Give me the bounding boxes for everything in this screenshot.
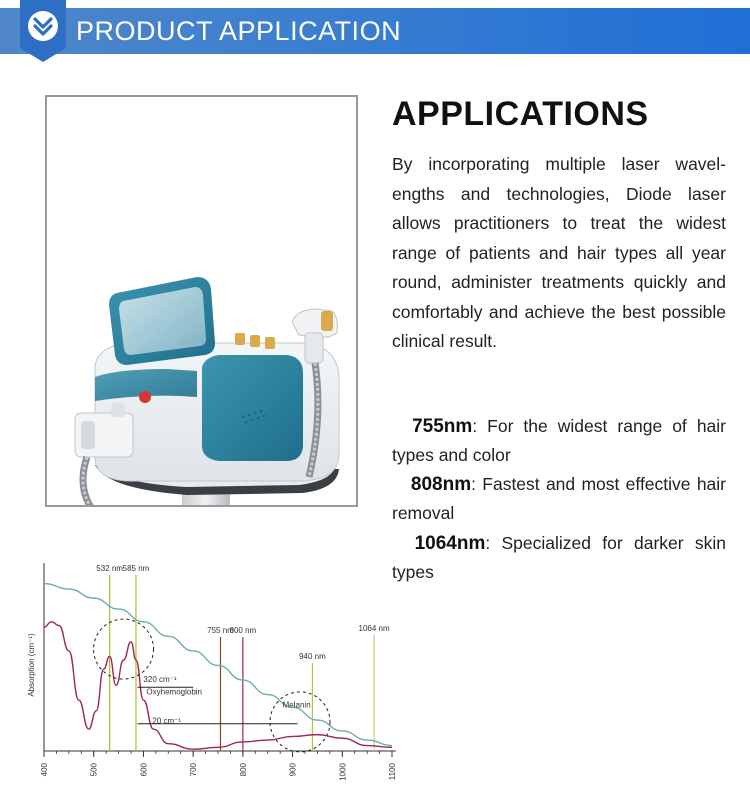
wavelength-name: 808nm bbox=[410, 474, 472, 495]
x-tick-label: 800 bbox=[238, 763, 248, 777]
product-photo bbox=[45, 95, 358, 507]
wavelength-name: 1064nm bbox=[414, 533, 486, 554]
series-line-melanin bbox=[44, 584, 392, 746]
wavelength-item bbox=[392, 529, 726, 587]
wavelength-text: : Specialized for darker skin types bbox=[392, 533, 726, 582]
wavelength-text: : For the widest range of hair types and color bbox=[392, 416, 726, 465]
x-tick-label: 600 bbox=[139, 763, 149, 777]
chart-annotation: Melanin bbox=[282, 700, 311, 710]
absorption-chart bbox=[22, 555, 400, 795]
x-tick-label: 700 bbox=[189, 763, 199, 777]
wavelength-marker-label: 940 nm bbox=[299, 652, 326, 661]
chart-annotation: 320 cm⁻¹ bbox=[143, 674, 177, 684]
x-tick-label: 1100 bbox=[388, 763, 397, 781]
x-tick-label: 400 bbox=[40, 763, 49, 777]
wavelength-text: : Fastest and most effective hair removal bbox=[392, 474, 726, 523]
wavelength-marker-label: 532 nm bbox=[96, 564, 123, 573]
diode-laser-machine-image bbox=[47, 97, 358, 507]
absorption-chart-svg bbox=[22, 555, 400, 795]
section-header bbox=[0, 0, 750, 62]
chart-annotation: 20 cm⁻¹ bbox=[152, 716, 182, 726]
wavelength-name: 755nm bbox=[412, 416, 473, 437]
header-title: PRODUCT APPLICATION bbox=[76, 16, 402, 46]
applications-heading: APPLICATIONS bbox=[392, 95, 649, 133]
double-chevron-down-icon bbox=[20, 0, 66, 62]
x-tick-label: 900 bbox=[288, 763, 298, 777]
y-axis-label: Absorption (cm⁻¹) bbox=[27, 633, 36, 697]
wavelength-marker-label: 800 nm bbox=[229, 626, 257, 635]
wavelength-item bbox=[392, 470, 726, 528]
x-tick-label: 500 bbox=[89, 763, 99, 777]
wavelength-marker-label: 1064 nm bbox=[358, 624, 390, 633]
wavelength-marker-label: 755 nm bbox=[207, 626, 234, 635]
chart-annotation: Oxyhemoglobin bbox=[146, 687, 203, 697]
wavelength-item bbox=[392, 412, 726, 470]
wavelength-marker-label: 585 nm bbox=[122, 564, 150, 573]
applications-description: By incorporating multiple laser wavel-engths and technologies, Diode laser allows practitioners to treat the widest range of patients and hair types all year round, administer treatments quickly and comfortably and achieve the best possible clinical result. bbox=[392, 154, 726, 351]
x-tick-label: 1000 bbox=[338, 763, 348, 781]
